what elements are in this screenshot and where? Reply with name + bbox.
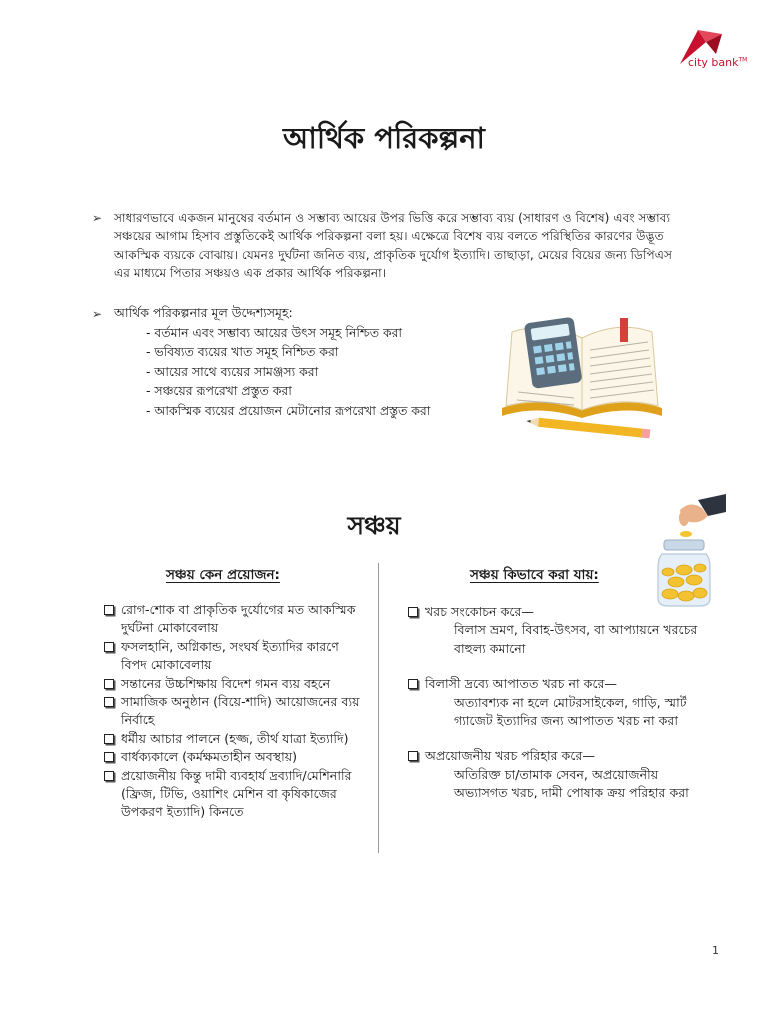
how-savings-heading: সঞ্চয় কিভাবে করা যায়: — [470, 567, 599, 583]
list-item: ধর্মীয় আচার পালনে (হজ্জ, তীর্থ যাত্রা ইত্যাদি) — [104, 730, 366, 748]
list-item: - ভবিষ্যত ব্যয়ের খাত সমূহ নিশ্চিত করা — [146, 344, 339, 360]
list-item: বিলাসী দ্রব্যে আপাতত খরচ না করে— অত্যাবশ্যক না হলে মোটরসাইকেল, গাড়ি, স্মার্ট গ্যাজেট ইত্যাদির জন্য আপাতত খরচ না করা — [408, 675, 708, 730]
objectives-heading: আর্থিক পরিকল্পনার মূল উদ্দেশ্যসমূহ: — [114, 305, 293, 320]
book-calculator-pencil-icon — [498, 312, 666, 444]
why-savings-heading: সঞ্চয় কেন প্রয়োজন: — [166, 567, 280, 583]
savings-title: সঞ্চয় — [347, 511, 401, 540]
arrow-bullet-icon: ➢ — [92, 211, 103, 225]
column-divider — [378, 563, 379, 853]
checkbox-bullet-icon — [104, 642, 114, 652]
logo-wordmark: city bank™ — [688, 56, 748, 69]
list-item: খরচ সংকোচন করে— বিলাস ভ্রমণ, বিবাহ-উৎসব, বা আপ্যায়নে খরচের বাহুল্য কমানো — [408, 603, 708, 658]
list-item: - আকস্মিক ব্যয়ের প্রয়োজন মেটানোর রূপরেখা প্রস্তুত করা — [146, 402, 431, 418]
list-item: সন্তানের উচ্চশিক্ষায় বিদেশ গমন ব্যয় বহনে — [104, 675, 366, 693]
arrow-bullet-icon: ➢ — [92, 307, 103, 321]
list-item: রোগ-শোক বা প্রাকৃতিক দুর্যোগের মত আকস্মিক দুর্ঘটনা মোকাবেলায় — [104, 601, 366, 638]
coin-jar-icon — [650, 494, 726, 612]
intro-paragraph: সাধারণভাবে একজন মানুষের বর্তমান ও সম্ভাব্য আয়ের উপর ভিত্তি করে সম্ভাব্য ব্যয় (সাধারণ ও বিশেষ) এবং সম্ভাব্য সঞ্চয়ের আগাম হিসাব প্রস্তুতিকেই আর্থিক পরিকল্পনা বলা হয়। এক্ষেত্রে বিশেষ ব্যয় বলতে পরিস্থিতির কারণের উদ্ভূত আকস্মিক ব্যয়কে বোঝায়। যেমনঃ দুর্ঘটনা জনিত ব্যয়, প্রাকৃতিক দুর্যোগ ইত্যাদি। তাছাড়া, মেয়ের বিয়ের জন্য ডিপিএস এর মাধ্যমে পিতার সঞ্চয়ও এক প্রকার আর্থিক পরিকল্পনা। — [114, 211, 673, 280]
page-number: 1 — [712, 944, 719, 957]
why-savings-list — [104, 601, 366, 822]
checkbox-bullet-icon — [408, 751, 418, 761]
list-item: - বর্তমান এবং সম্ভাব্য আয়ের উৎস সমূহ নিশ্চিত করা — [146, 325, 403, 340]
checkbox-bullet-icon — [104, 752, 114, 762]
checkbox-bullet-icon — [104, 734, 114, 744]
checkbox-bullet-icon — [104, 697, 114, 707]
checkbox-bullet-icon — [408, 607, 418, 617]
checkbox-bullet-icon — [408, 679, 418, 689]
checkbox-bullet-icon — [104, 605, 114, 615]
checkbox-bullet-icon — [104, 771, 114, 781]
list-item: প্রয়োজনীয় কিন্তু দামী ব্যবহার্য দ্রব্যাদি/মেশিনারি (ফ্রিজ, টিভি, ওয়াশিং মেশিন বা কৃষিকাজের উপকরণ ইত্যাদি) কিনতে — [104, 767, 366, 822]
page-title: আর্থিক পরিকল্পনা — [283, 121, 485, 155]
checkbox-bullet-icon — [104, 679, 114, 689]
list-item: - সঞ্চয়ের রূপরেখা প্রস্তুত করা — [146, 383, 292, 399]
list-item: অপ্রয়োজনীয় খরচ পরিহার করে— অতিরিক্ত চা/তামাক সেবন, অপ্রয়োজনীয় অভ্যাসগত খরচ, দামী পোষাক ক্রয় পরিহার করা — [408, 747, 708, 802]
list-item: ফসলহানি, অগ্নিকান্ড, সংঘর্ষ ইত্যাদির কারণে বিপদ মোকাবেলায় — [104, 638, 366, 675]
objectives-list — [146, 323, 430, 420]
list-item: বার্ধক্যকালে (কর্মক্ষমতাহীন অবস্থায়) — [104, 748, 366, 766]
list-item: সামাজিক অনুষ্ঠান (বিয়ে-শাদি) আয়োজনের ব্যয় নির্বাহে — [104, 693, 366, 730]
list-item: - আয়ের সাথে ব্যয়ের সামঞ্জস্য করা — [146, 363, 319, 379]
how-savings-list — [408, 603, 708, 820]
